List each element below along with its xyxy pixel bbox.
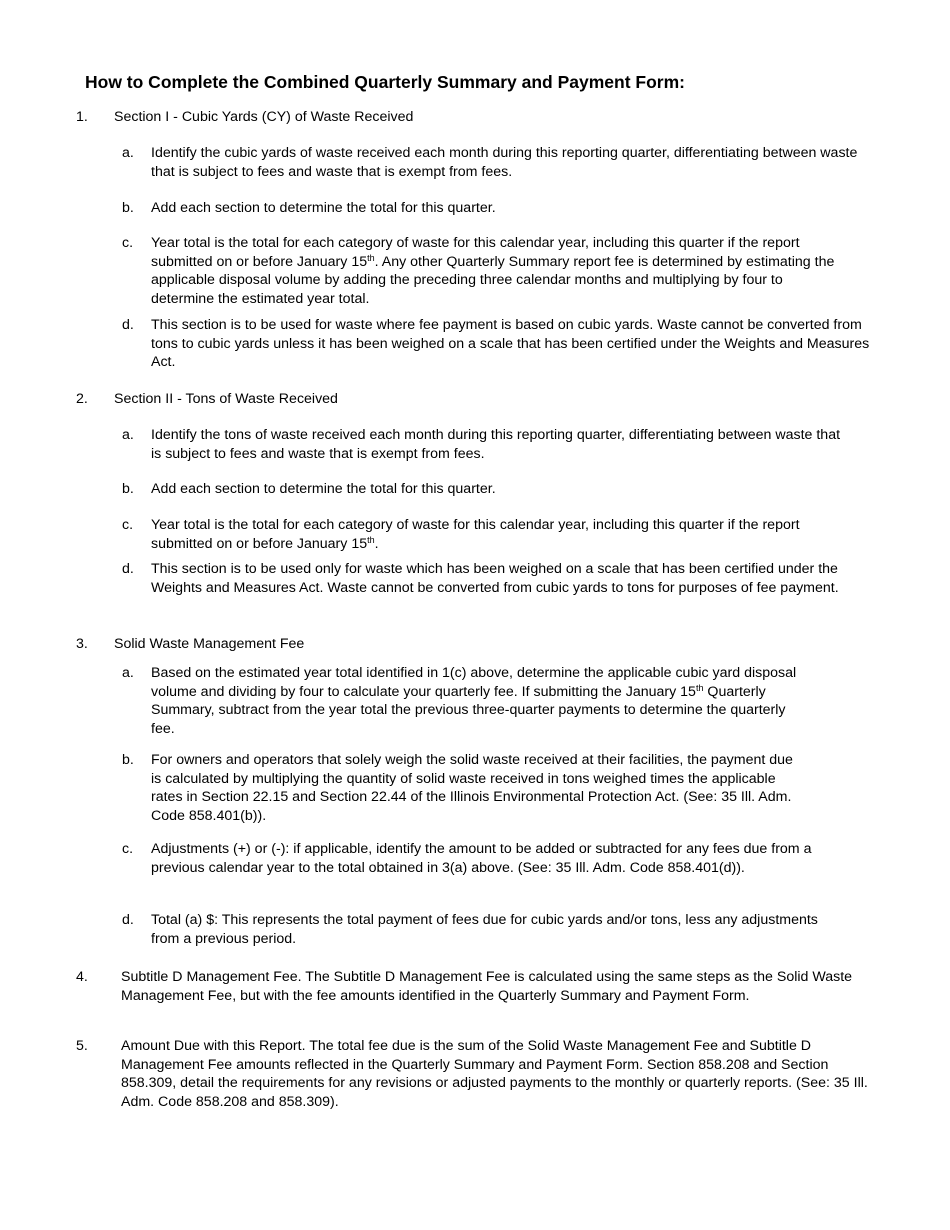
item-text: Add each section to determine the total for this quarter. bbox=[151, 481, 496, 497]
item-text: For owners and operators that solely weigh the solid waste received at their facilities, the payment due is calculated by multiplying the quantity of solid waste received in tons weighed times the applicable rates in Section 22.15 and Section 22.44 of the Illinois Environmental Protection Act. (See: 35 Ill. Adm. Code 858.401(b)). bbox=[151, 752, 793, 824]
item-letter: b. bbox=[122, 481, 134, 497]
item-text: Add each section to determine the total for this quarter. bbox=[151, 200, 496, 216]
document-title: How to Complete the Combined Quarterly Summary and Payment Form: bbox=[85, 72, 685, 92]
section-number: 4. bbox=[76, 969, 88, 985]
item-letter: a. bbox=[122, 427, 134, 443]
item-text: Adjustments (+) or (-): if applicable, identify the amount to be added or subtracted for any fees due from a previous calendar year to the total obtained in 3(a) above. (See: 35 Ill. Adm. Code 858.401(d)). bbox=[151, 841, 812, 876]
ordinal-suffix: th bbox=[367, 534, 375, 545]
item-letter: d. bbox=[122, 912, 134, 928]
item-letter: c. bbox=[122, 235, 134, 251]
item-text: Total (a) $: This represents the total payment of fees due for cubic yards and/or tons, less any adjustments from a previous period. bbox=[151, 912, 818, 947]
section-number: 3. bbox=[76, 636, 88, 652]
item-letter: c. bbox=[122, 841, 134, 857]
item-letter: c. bbox=[122, 517, 134, 533]
item-text-part: . Any other Quarterly Summary report fee is determined by estimating the applicable disposal volume by adding the preceding three calendar months and multiplying by four to determine the estimated year total. bbox=[151, 253, 835, 307]
item-text: This section is to be used only for waste which has been weighed on a scale that has been certified under the Weights and Measures Act. Waste cannot be converted from cubic yards to tons for purposes of fee payment. bbox=[151, 561, 839, 596]
item-text-part: Year total is the total for each category of waste for this calendar year, including this quarter if the report submitted on or before January 15 bbox=[151, 517, 800, 552]
item-text bbox=[151, 664, 811, 738]
section-number: 2. bbox=[76, 391, 88, 407]
section-heading: Section II - Tons of Waste Received bbox=[114, 391, 338, 407]
item-text-part: Quarterly Summary, subtract from the year total the previous three-quarter payments to determine the quarterly fee. bbox=[151, 683, 786, 737]
section-heading: Solid Waste Management Fee bbox=[114, 636, 305, 652]
item-letter: a. bbox=[122, 665, 134, 681]
item-text-part: Based on the estimated year total identified in 1(c) above, determine the applicable cubic yard disposal volume and dividing by four to calculate your quarterly fee. If submitting the January 15 bbox=[151, 665, 797, 700]
item-text: Identify the tons of waste received each month during this reporting quarter, differentiating between waste that is subject to fees and waste that is exempt from fees. bbox=[151, 427, 841, 462]
item-letter: b. bbox=[122, 752, 134, 768]
item-text-part: . bbox=[374, 535, 379, 552]
item-text-part: Year total is the total for each category of waste for this calendar year, including this quarter if the report submitted on or before January 15 bbox=[151, 235, 800, 270]
ordinal-suffix: th bbox=[695, 682, 704, 693]
item-text bbox=[151, 516, 841, 553]
item-letter: d. bbox=[122, 561, 134, 577]
section-number: 5. bbox=[76, 1038, 88, 1054]
item-letter: d. bbox=[122, 317, 134, 333]
item-text bbox=[151, 234, 841, 308]
item-text: This section is to be used for waste where fee payment is based on cubic yards. Waste cannot be converted from tons to cubic yards unless it has been weighed on a scale that has been certified under the Weights and Measures Act. bbox=[151, 317, 870, 371]
section-paragraph: Amount Due with this Report. The total fee due is the sum of the Solid Waste Management Fee and Subtitle D Management Fee amounts reflected in the Quarterly Summary and Payment Form. Section 858.208 and Section 858.309, detail the requirements for any revisions or adjusted payments to the monthly or quarterly reports. (See: 35 Ill. Adm. Code 858.208 and 858.309). bbox=[121, 1038, 868, 1110]
section-paragraph: Subtitle D Management Fee. The Subtitle D Management Fee is calculated using the same steps as the Solid Waste Management Fee, but with the fee amounts identified in the Quarterly Summary and Payment Form. bbox=[121, 969, 853, 1004]
ordinal-suffix: th bbox=[367, 252, 375, 263]
item-letter: a. bbox=[122, 145, 134, 161]
section-heading: Section I - Cubic Yards (CY) of Waste Received bbox=[114, 109, 414, 125]
section-number: 1. bbox=[76, 109, 88, 125]
item-text: Identify the cubic yards of waste received each month during this reporting quarter, differentiating between waste that is subject to fees and waste that is exempt from fees. bbox=[151, 145, 858, 180]
item-letter: b. bbox=[122, 200, 134, 216]
